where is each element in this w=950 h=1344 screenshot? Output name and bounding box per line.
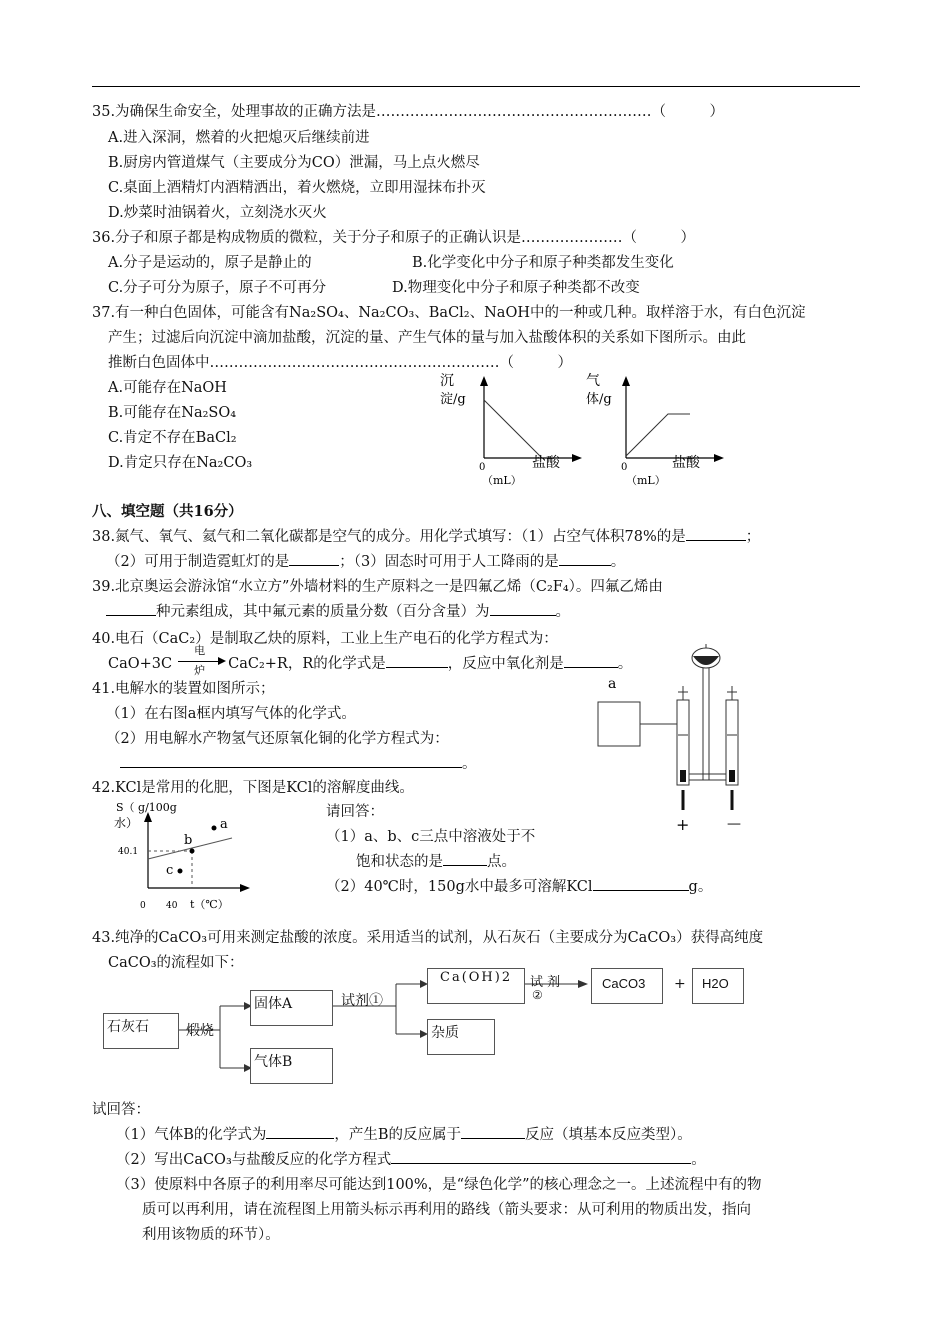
g2-xlabel: 盐酸: [672, 455, 700, 471]
q42-blank-2[interactable]: [593, 876, 689, 891]
q43-a2: （2）写出CaCO₃与盐酸反应的化学方程式: [116, 1152, 392, 1168]
x-label: t（℃）: [190, 898, 229, 911]
flow-plus: +: [674, 976, 686, 992]
y-axis-arrow: [480, 376, 488, 386]
q36-option-b: B.化学变化中分子和原子种类都发生变化: [412, 255, 674, 271]
label-a: a: [608, 676, 617, 692]
flow-caco3: CaCO3: [602, 976, 646, 991]
flow-caoh2: Ca(OH)2: [440, 970, 513, 985]
flow-reagent1: 试剂①: [341, 993, 383, 1009]
q41-blank[interactable]: [120, 753, 462, 768]
g1-origin: 0: [479, 462, 486, 473]
q41-line3: （2）用电解水产物氢气还原氧化铜的化学方程式为：: [106, 731, 449, 747]
q43-blank-2[interactable]: [461, 1124, 525, 1139]
gas-answer-box-a[interactable]: [598, 702, 640, 746]
gas-line: [626, 414, 690, 456]
q41-line4: [120, 752, 477, 773]
y-axis-arrow: [622, 376, 630, 386]
electrolysis-apparatus: [590, 640, 770, 835]
q37-line2: 产生；过滤后向沉淀中滴加盐酸，沉淀的量、产生气体的量与加入盐酸体积的关系如下图所示。由此: [108, 330, 746, 346]
flow-box-caco3: [591, 968, 663, 1004]
flow-box-solid-a: [250, 990, 333, 1026]
q43-a2-line: [116, 1148, 706, 1169]
flow-box-gas-b: [250, 1048, 333, 1084]
point-c: [178, 869, 183, 874]
q43-a3-line2: 质可以再利用，请在流程图上用箭头标示再利用的路线（箭头要求：从可利用的物质出发，指向: [142, 1202, 751, 1218]
x-axis-arrow: [240, 884, 250, 892]
q42-p1b-end: 点。: [487, 854, 516, 870]
kcl-solubility-graph: [110, 794, 260, 912]
g2-ylabel-bottom: 体/g: [586, 392, 612, 407]
q41-line1: 41.电解水的装置如图所示；: [92, 681, 275, 697]
g2-xunit: （mL）: [626, 474, 666, 487]
g2-origin: 0: [621, 462, 628, 473]
q43-a3-line1: （3）使原料中各原子的利用率尽可能达到100%，是“绿色化学”的核心理念之一。上述流程中有的物: [116, 1177, 762, 1193]
q42-blank-1[interactable]: [443, 851, 487, 866]
q35-option-c: C.桌面上酒精灯内酒精洒出，着火燃烧，立即用湿抹布扑灭: [108, 180, 486, 196]
q43-a2-end: 。: [691, 1152, 706, 1168]
y-label-2: 水）: [114, 816, 139, 830]
q35-option-d: D.炒菜时油锅着火，立刻浇水灭火: [108, 205, 327, 221]
q42-p1a: （1）a、b、c三点中溶液处于不: [326, 829, 536, 845]
q35-option-a: A.进入深洞，燃着的火把熄灭后继续前进: [108, 130, 370, 146]
point-b: [190, 849, 195, 854]
q38-line2-a: （2）可用于制造霓虹灯的是: [106, 554, 290, 570]
flow-impurity: 杂质: [431, 1025, 459, 1041]
q37-line3: 推断白色固体中……………………………………………………（ ）: [108, 355, 572, 371]
g1-ylabel-top: 沉: [440, 373, 454, 389]
q39-line2: [106, 600, 570, 621]
q37-line1: 37.有一种白色固体，可能含有Na₂SO₄、Na₂CO₃、BaCl₂、NaOH中的一种或几种。取样溶于水，有白色沉淀: [92, 305, 806, 321]
flow-h2o: H2O: [702, 976, 729, 991]
q37-option-c: C.肯定不存在BaCl₂: [108, 430, 237, 446]
q40-blank-1[interactable]: [386, 653, 448, 668]
q36-stem: 36.分子和原子都是构成物质的微粒，关于分子和原子的正确认识是…………………（ ）: [92, 230, 696, 246]
q43-a1-c: 反应（填基本反应类型）。: [525, 1127, 692, 1143]
q37-precipitate-graph: [436, 370, 586, 490]
q38-line2-b: ；（3）固态时可用于人工降雨的是: [339, 554, 559, 570]
q43-a1-line: [116, 1123, 692, 1144]
q39-blank-2[interactable]: [490, 601, 556, 616]
flow-reagent2-top: 试 剂: [530, 975, 561, 990]
q40-eq-end: 。: [617, 656, 633, 672]
q42-p2: （2）40℃时，150g水中最多可溶解KCl: [326, 879, 593, 895]
x-axis-arrow: [714, 454, 724, 462]
q36-option-d: D.物理变化中分子和原子种类都不改变: [392, 280, 640, 296]
q40-cond-top: 电: [194, 644, 206, 657]
flow-box-h2o: [692, 968, 744, 1004]
g1-ylabel-bottom: 淀/g: [440, 392, 466, 407]
flow-reagent2-bottom: ②: [532, 988, 543, 1002]
flow-box-caoh2: [427, 968, 525, 1004]
q43-answer-head: 试回答：: [92, 1102, 150, 1118]
q43-blank-1[interactable]: [266, 1124, 334, 1139]
q43-a3-line3: 利用该物质的环节）。: [142, 1227, 280, 1243]
q36-option-a: A.分子是运动的，原子是静止的: [108, 255, 312, 271]
q38-blank-2[interactable]: [289, 551, 339, 566]
q42-p1b: 饱和状态的是: [356, 854, 443, 870]
label-a: a: [220, 817, 228, 832]
flow-box-impurity: [427, 1019, 495, 1055]
q42-p2-line: [326, 875, 712, 896]
q43-a1-b: ，产生B的反应属于: [334, 1127, 462, 1143]
q38-line1-end: ；: [745, 529, 761, 545]
q40-line1: 40.电石（CaC₂）是制取乙炔的原料，工业上生产电石的化学方程式为：: [92, 631, 558, 647]
y-tick: 40.1: [118, 847, 139, 857]
q38-line1-text: 38.氮气、氧气、氦气和二氧化碳都是空气的成分。用化学式填写：（1）占空气体积78%的是: [92, 529, 686, 545]
q43-line2: CaCO₃的流程如下：: [108, 955, 244, 971]
flow-calcine: 煅烧: [186, 1023, 214, 1039]
precipitate-line: [484, 400, 542, 458]
q40-condition-arrow: [172, 644, 228, 677]
q38-blank-1[interactable]: [686, 526, 746, 541]
g1-xunit: （mL）: [482, 474, 522, 487]
flow-solid-a: 固体A: [254, 996, 293, 1012]
q40-arrow-head: [218, 657, 226, 665]
q38-line2: [106, 550, 625, 571]
q40-eq-mid: ，反应中氧化剂是: [447, 656, 564, 672]
q37-option-b: B.可能存在Na₂SO₄: [108, 405, 237, 421]
right-electrode: [729, 770, 735, 782]
g2-ylabel-top: 气: [586, 373, 600, 389]
q42-line1: 42.KCl是常用的化肥，下图是KCl的溶解度曲线。: [92, 780, 414, 796]
q37-option-a: A.可能存在NaOH: [108, 380, 227, 396]
flow-limestone: 石灰石: [107, 1019, 149, 1035]
q37-gas-graph: [580, 370, 730, 490]
flow-gas-b: 气体B: [254, 1054, 293, 1070]
q38-blank-3[interactable]: [559, 551, 611, 566]
q39-line1: 39.北京奥运会游泳馆“水立方”外墙材料的生产原料之一是四氟乙烯（C₂F₄）。四氟乙烯由: [92, 579, 663, 595]
q37-option-d: D.肯定只存在Na₂CO₃: [108, 455, 253, 471]
arrow-caco3: [578, 980, 588, 988]
q39-blank-1[interactable]: [106, 601, 156, 616]
q43-line1: 43.纯净的CaCO₃可用来测定盐酸的浓度。采用适当的试剂，从石灰石（主要成分为CaCO₃）获得高纯度: [92, 930, 764, 946]
flow-box-limestone: [103, 1013, 179, 1049]
q38-line2-end: 。: [610, 554, 626, 570]
y-label-1: S（ g/100g: [116, 801, 177, 814]
q38-line1: [92, 525, 760, 546]
q40-eq-left: CaO+3C: [108, 656, 173, 672]
x-tick: 40: [166, 901, 178, 911]
q39-line2-end: 。: [555, 604, 570, 620]
q43-a1-a: （1）气体B的化学式为: [116, 1127, 267, 1143]
left-electrode: [680, 770, 686, 782]
point-a: [212, 826, 217, 831]
q42-p1b-line: [356, 850, 516, 871]
q40-equation: [108, 644, 633, 677]
section-title: 八、填空题（共16分）: [92, 503, 243, 520]
origin: 0: [140, 901, 146, 911]
q35-option-b: B.厨房内管道煤气（主要成分为CO）泄漏，马上点火燃尽: [108, 155, 480, 171]
label-c: c: [166, 863, 174, 878]
q40-eq-right: CaC₂+R，R的化学式是: [228, 656, 386, 672]
q41-line4-end: 。: [462, 756, 477, 772]
q35-stem: 35.为确保生命安全，处理事故的正确方法是…………………………………………………（ ）: [92, 104, 725, 120]
g1-xlabel: 盐酸: [532, 455, 560, 471]
label-b: b: [184, 833, 193, 848]
plus-terminal: +: [676, 815, 690, 834]
q42-p2-end: g。: [688, 879, 713, 895]
q36-option-c: C.分子可分为原子，原子不可再分: [108, 280, 327, 296]
q41-line2: （1）在右图a框内填写气体的化学式。: [106, 706, 356, 722]
q42-ask: 请回答：: [326, 804, 384, 820]
q43-blank-3[interactable]: [391, 1149, 691, 1164]
header-rule: [92, 86, 860, 87]
minus-terminal: —: [727, 816, 741, 832]
q39-line2-a: 种元素组成，其中氟元素的质量分数（百分含量）为: [156, 604, 490, 620]
q40-cond-bottom: 炉: [194, 664, 206, 677]
